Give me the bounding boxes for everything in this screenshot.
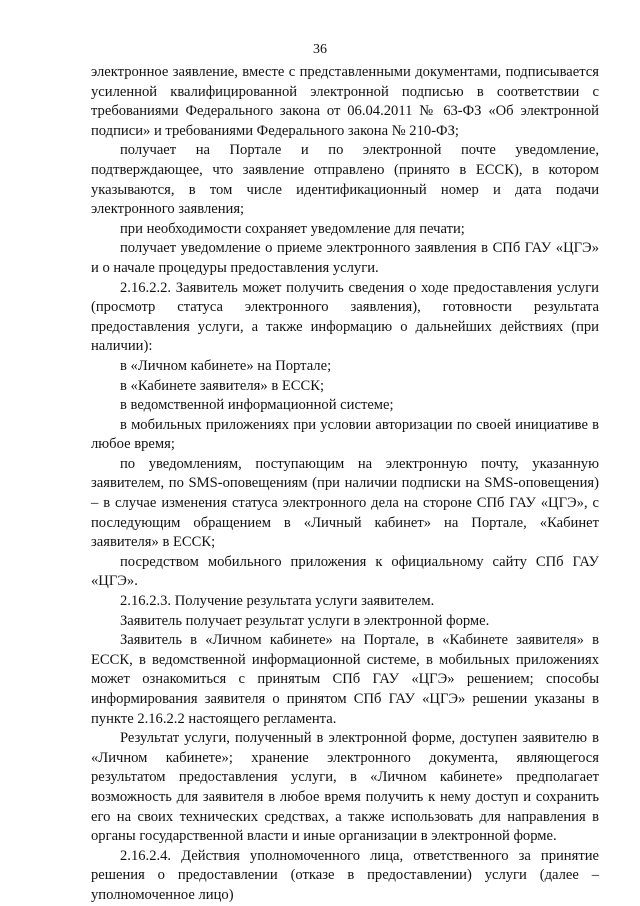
paragraph: 2.16.2.3. Получение результата услуги заявителем. — [120, 593, 435, 610]
paragraph: получает на Портале и по электронной почте уведомление, подтверждающее, что заявление отправлено (принято в ЕССК), в котором указываются, в том числе идентификационный номер и дата подачи электронного заявления; — [91, 142, 599, 218]
paragraph: электронное заявление, вместе с представленными документами, подписывается усиленной квалифицированной электронной подписью в соответствии с требованиями Федерального закона от 06.04.2011 № 63-ФЗ «Об электронной подписи» и требованиями Федерального закона № 210-ФЗ; — [91, 64, 599, 139]
paragraph: 2.16.2.4. Действия уполномоченного лица, ответственного за принятие решения о предоставлении (отказе в предоставлении) услуги (далее – уполномоченное лицо) — [91, 847, 599, 903]
paragraph: по уведомлениям, поступающим на электронную почту, указанную заявителем, по SMS-оповещениям (при наличии подписки на SMS-оповещения) – в случае изменения статуса электронного дела на стороне СПб ГАУ «ЦГЭ», с последующим обращением в «Личный кабинет» на Портале, «Кабинет заявителя» в ЕССК; — [91, 455, 599, 551]
document-body — [91, 63, 599, 906]
page-number: 36 — [313, 42, 327, 57]
paragraph: при необходимости сохраняет уведомление для печати; — [120, 220, 465, 237]
paragraph: 2.16.2.2. Заявитель может получить сведения о ходе предоставления услуги (просмотр статуса электронного заявления), готовности результата предоставления услуги, а также информацию о дальнейших действиях (при наличии): — [91, 279, 599, 355]
paragraph: Заявитель получает результат услуги в электронной форме. — [120, 612, 490, 629]
paragraph: Результат услуги, полученный в электронной форме, доступен заявителю в «Личном кабинете»; хранение электронного документа, являющегося результатом предоставления услуги, в «Личном кабинете» предполагает возможность для заявителя в любое время получить к нему доступ и сохранить его на своих технических средствах, а также использовать для направления в органы государственной власти и иные организации в электронной форме. — [91, 730, 599, 845]
paragraph: получает уведомление о приеме электронного заявления в СПб ГАУ «ЦГЭ» и о начале процедуры предоставления услуги. — [91, 240, 599, 276]
paragraph: в «Кабинете заявителя» в ЕССК; — [120, 377, 325, 394]
paragraph: в ведомственной информационной системе; — [120, 397, 394, 414]
paragraph: в «Личном кабинете» на Портале; — [120, 357, 332, 374]
paragraph: в мобильных приложениях при условии авторизации по своей инициативе в любое время; — [91, 416, 599, 453]
paragraph: посредством мобильного приложения к официальному сайту СПб ГАУ «ЦГЭ». — [91, 553, 599, 590]
paragraph: Заявитель в «Личном кабинете» на Портале, в «Кабинете заявителя» в ЕССК, в ведомственной информационной системе, в мобильных приложениях может ознакомиться с принятым СПб ГАУ «ЦГЭ» решением; способы информирования заявителя о принятом СПб ГАУ «ЦГЭ» решении указаны в пункте 2.16.2.2 настоящего регламента. — [91, 632, 599, 727]
